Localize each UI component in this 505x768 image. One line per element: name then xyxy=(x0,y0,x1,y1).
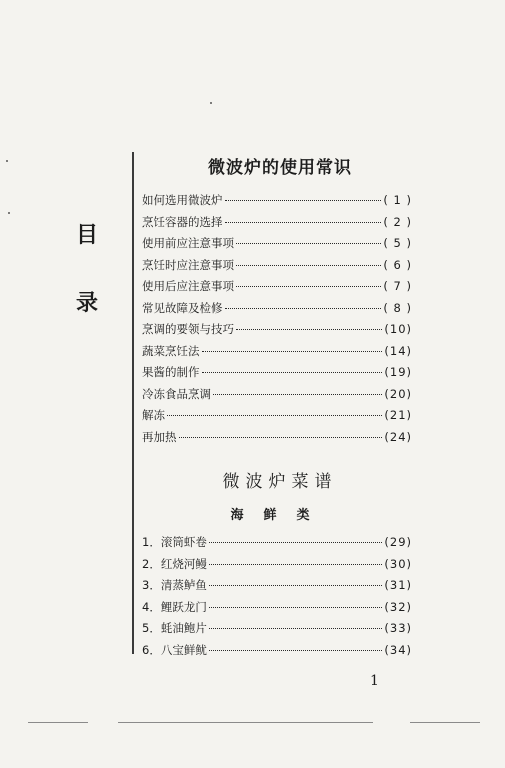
toc-entry-label: 使用后应注意事项 xyxy=(142,279,234,293)
dot-leader xyxy=(236,243,381,244)
toc-entry[interactable] xyxy=(142,364,412,386)
scan-edge-line xyxy=(28,722,88,723)
dot-leader xyxy=(225,308,382,309)
toc-entry[interactable] xyxy=(142,235,412,257)
toc-entry-page: (20) xyxy=(384,386,412,401)
side-title-char-1: 目 xyxy=(76,223,99,248)
toc-entry[interactable] xyxy=(142,257,412,279)
toc-entry-page: ( 2 ) xyxy=(383,214,412,229)
page-number: 1 xyxy=(370,673,379,689)
scan-speck xyxy=(210,102,212,104)
dot-leader xyxy=(179,437,383,438)
toc-entry-label: 解冻 xyxy=(142,408,165,422)
subsection-title-seafood: 海鲜类 xyxy=(230,508,330,523)
dot-leader xyxy=(236,265,381,266)
toc-entry[interactable] xyxy=(142,300,412,322)
toc-entry-page: (32) xyxy=(384,599,412,614)
dot-leader xyxy=(209,650,383,651)
toc-entry-page: (30) xyxy=(384,556,412,571)
dot-leader xyxy=(209,607,383,608)
toc-entry[interactable] xyxy=(142,620,412,642)
toc-entry-label: 蔬菜烹饪法 xyxy=(142,343,200,358)
toc-entry-label: 4．鲤跃龙门 xyxy=(142,599,207,614)
toc-entry[interactable] xyxy=(142,407,412,429)
toc-entry-page: (14) xyxy=(384,343,412,358)
toc-entry-page: ( 8 ) xyxy=(383,300,412,315)
scan-speck xyxy=(6,160,8,162)
dot-leader xyxy=(225,200,382,201)
toc-entry[interactable] xyxy=(142,386,412,408)
toc-entry-label: 1．滚筒虾卷 xyxy=(142,535,207,549)
toc-entry-label: 常见故障及检修 xyxy=(142,300,223,315)
dot-leader xyxy=(209,585,383,586)
section-title-usage: 微波炉的使用常识 xyxy=(208,158,352,178)
toc-entry-page: (21) xyxy=(384,408,412,422)
toc-entry-label: 如何选用微波炉 xyxy=(142,193,223,207)
toc-entry-page: ( 1 ) xyxy=(383,193,412,207)
toc-entry-page: (31) xyxy=(384,578,412,592)
dot-leader xyxy=(236,329,382,330)
toc-entry-label: 烹饪时应注意事项 xyxy=(142,257,234,272)
toc-entry[interactable] xyxy=(142,556,412,578)
toc-list-seafood xyxy=(142,534,412,663)
toc-entry[interactable] xyxy=(142,214,412,236)
toc-entry-label: 果酱的制作 xyxy=(142,365,200,379)
toc-list-usage xyxy=(142,192,412,450)
dot-leader xyxy=(167,415,382,416)
toc-entry-label: 5．蚝油鲍片 xyxy=(142,621,207,635)
toc-entry[interactable] xyxy=(142,642,412,664)
toc-entry-page: (19) xyxy=(384,365,412,379)
toc-entry-label: 烹调的要领与技巧 xyxy=(142,322,234,336)
toc-entry[interactable] xyxy=(142,599,412,621)
side-title-char-2: 录 xyxy=(76,291,99,316)
toc-entry-label: 冷冻食品烹调 xyxy=(142,386,211,401)
toc-entry[interactable] xyxy=(142,343,412,365)
toc-entry-label: 使用前应注意事项 xyxy=(142,236,234,250)
toc-entry-label: 3．清蒸鲈鱼 xyxy=(142,578,207,592)
dot-leader xyxy=(225,222,382,223)
toc-entry[interactable] xyxy=(142,577,412,599)
dot-leader xyxy=(202,372,383,373)
dot-leader xyxy=(213,394,382,395)
margin-divider-line xyxy=(132,152,134,654)
dot-leader xyxy=(202,351,383,352)
toc-entry[interactable] xyxy=(142,278,412,300)
scan-edge-line xyxy=(410,722,480,723)
toc-entry-page: ( 7 ) xyxy=(383,279,412,293)
dot-leader xyxy=(209,542,383,543)
toc-entry-page: (34) xyxy=(384,642,412,657)
toc-entry[interactable] xyxy=(142,192,412,214)
scan-edge-line xyxy=(118,722,373,723)
scan-speck xyxy=(8,212,10,214)
dot-leader xyxy=(236,286,381,287)
section-title-recipes: 微波炉菜谱 xyxy=(222,472,338,492)
toc-entry-label: 2．红烧河鳗 xyxy=(142,556,207,571)
dot-leader xyxy=(209,628,383,629)
toc-entry-label: 再加热 xyxy=(142,429,177,444)
toc-entry-page: ( 6 ) xyxy=(383,257,412,272)
toc-entry-page: (33) xyxy=(384,621,412,635)
toc-entry-page: (10) xyxy=(384,322,412,336)
toc-entry[interactable] xyxy=(142,321,412,343)
toc-entry-page: (24) xyxy=(384,429,412,444)
dot-leader xyxy=(209,564,383,565)
toc-entry-page: ( 5 ) xyxy=(383,236,412,250)
toc-entry-page: (29) xyxy=(384,535,412,549)
toc-entry-label: 烹饪容器的选择 xyxy=(142,214,223,229)
toc-entry[interactable] xyxy=(142,534,412,556)
toc-entry[interactable] xyxy=(142,429,412,451)
toc-entry-label: 6．八宝鲜鱿 xyxy=(142,642,207,657)
